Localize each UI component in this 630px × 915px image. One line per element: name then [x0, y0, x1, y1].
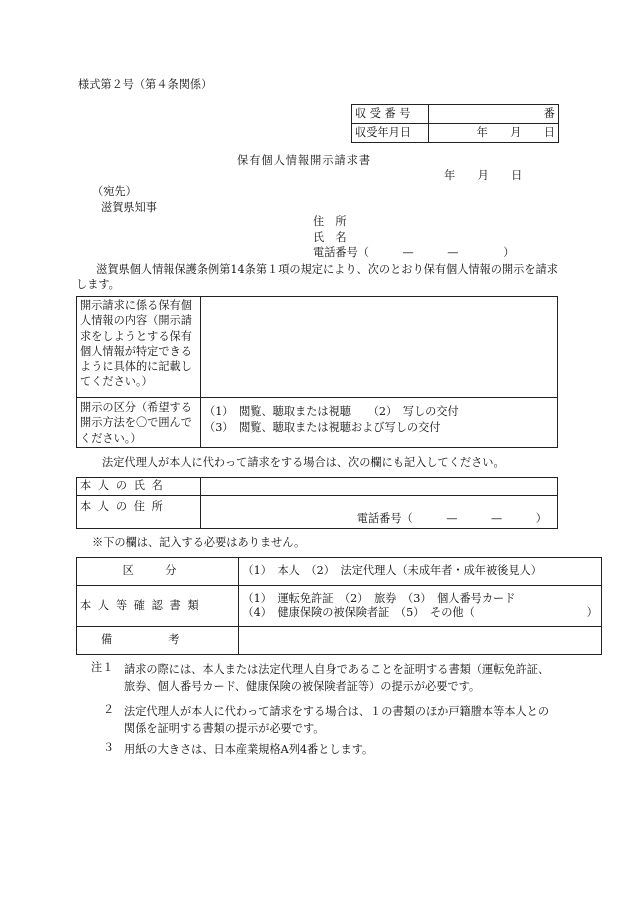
principal-name-label: 本人の氏名: [77, 478, 201, 496]
addressee-prefix: （宛先）: [92, 185, 137, 198]
requester-phone-label[interactable]: 電話番号（ — — ）: [313, 246, 515, 259]
principal-address-label: 本人の住所: [77, 496, 201, 529]
note-3: [103, 741, 551, 758]
page-title: 保有個人情報開示請求書: [237, 154, 372, 167]
principal-name-field[interactable]: [201, 478, 558, 496]
note-1-text: 請求の際には、本人または法定代理人自身であることを証明する書類（運転免許証、旅券、個人番号カード、健康保険の被保険者証等）の提示が必要です。: [124, 663, 550, 693]
receipt-date-label: 収受年月日: [352, 124, 429, 143]
id-options-line-1: （1） 運転免許証 （2） 旅券 （3） 個人番号カード: [242, 592, 516, 605]
receipt-date-field[interactable]: 年 月 日: [429, 124, 559, 143]
note-2: [103, 703, 551, 737]
category-options: （1） 本人 （2） 法定代理人（未成年者・成年被後見人）: [239, 558, 601, 586]
content-label: 開示請求に係る保有個人情報の内容（開示請求をしようとする保有個人情報が特定できるように具体的に記載してください。）: [77, 297, 201, 398]
method-option-line-1[interactable]: （1） 閲覧、聴取または視聴 （2） 写しの交付: [204, 404, 459, 418]
receipt-table: [351, 104, 559, 143]
addressee-name: 滋賀県知事: [101, 201, 157, 214]
method-option-line-2[interactable]: （3） 閲覧、聴取または視聴および写しの交付: [204, 420, 441, 434]
note-1: [91, 661, 551, 695]
note-2-number: ２: [103, 703, 115, 716]
note-3-number: ３: [103, 741, 115, 754]
requester-address-label[interactable]: 住 所: [313, 215, 347, 228]
category-label: 区分: [77, 558, 239, 586]
id-document-options: [239, 586, 601, 627]
method-options[interactable]: [201, 398, 558, 448]
no-entry-note: ※下の欄は、記入する必要はありません。: [92, 536, 306, 549]
office-table: [76, 557, 602, 655]
note-1-number: 注１: [91, 661, 114, 674]
requester-name-label[interactable]: 氏 名: [313, 231, 347, 244]
request-date[interactable]: 年 月 日: [444, 169, 523, 182]
remarks-label: 備考: [77, 627, 239, 655]
id-options-line-2: （4） 健康保険の被保険者証 （5） その他（ ）: [242, 606, 598, 619]
method-label: 開示の区分（希望する開示方法を〇で囲んでください。）: [77, 398, 201, 448]
intro-text: 滋賀県個人情報保護条例第14条第１項の規定により、次のとおり保有個人情報の開示を請求します。: [76, 263, 558, 291]
agent-table: [76, 477, 558, 529]
note-3-text: 用紙の大きさは、日本産業規格A列4番とします。: [124, 743, 374, 756]
id-document-label: 本人等確認書類: [77, 586, 239, 627]
remarks-field: [239, 627, 601, 655]
note-2-text: 法定代理人が本人に代わって請求をする場合は、１の書類のほか戸籍謄本等本人との関係を証明する書類の提示が必要です。: [124, 705, 550, 735]
request-table: [76, 296, 558, 448]
agent-instruction: 法定代理人が本人に代わって請求をする場合は、次の欄にも記入してください。: [102, 456, 505, 469]
form-number: 様式第２号（第４条関係）: [78, 78, 213, 91]
principal-address-field[interactable]: 電話番号（ — — ）: [201, 496, 558, 529]
receipt-number-field[interactable]: 番: [429, 105, 559, 124]
receipt-number-label: 収 受 番 号: [352, 105, 429, 124]
content-field[interactable]: [201, 297, 558, 398]
